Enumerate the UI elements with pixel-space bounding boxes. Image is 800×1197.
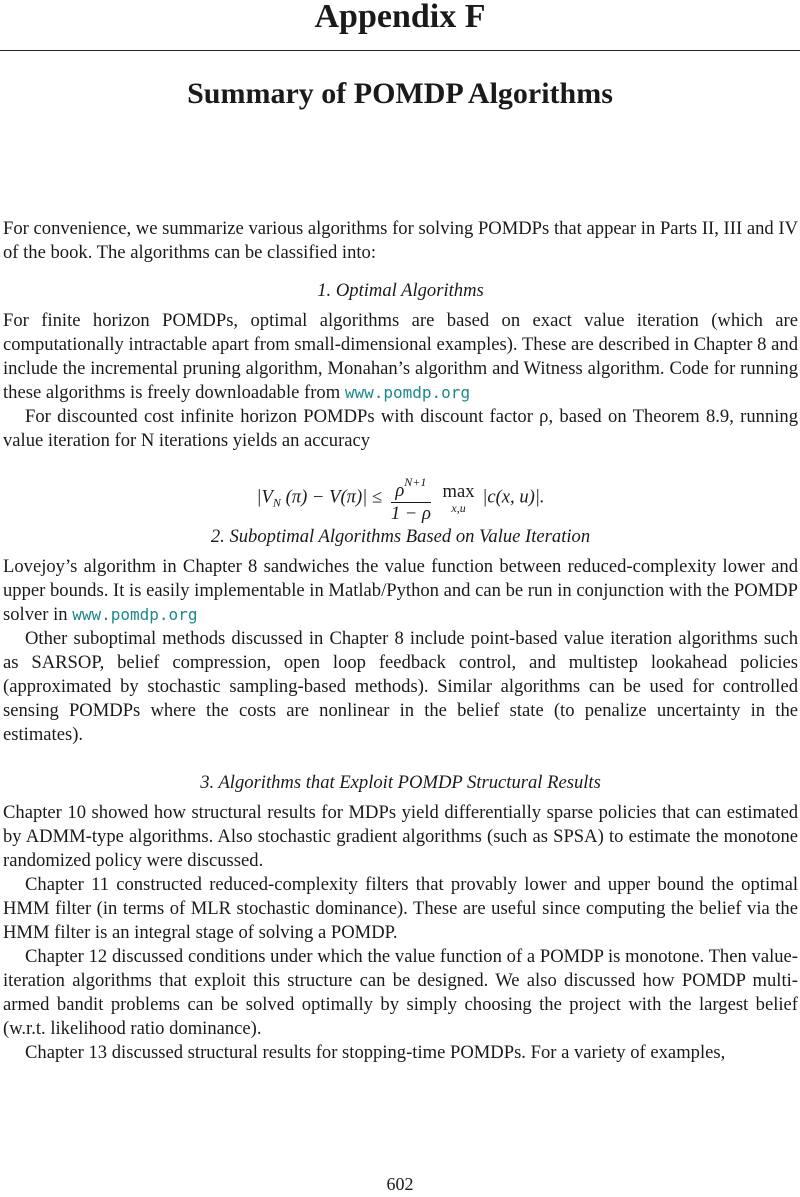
chapter-title: Summary of POMDP Algorithms	[187, 77, 613, 110]
pomdp-link-1[interactable]: www.pomdp.org	[344, 383, 471, 402]
suboptimal-paragraph-1	[3, 555, 798, 627]
optimal-paragraph-2: For discounted cost infinite horizon POMDPs with discount factor ρ, based on Theorem 8.9, running value iteration for N iterations yields an accuracy	[3, 406, 798, 451]
structural-paragraph-1: Chapter 10 showed how structural results for MDPs yield differentially sparse policies that can estimated by ADMM-type algorithms. Also stochastic gradient algorithms (such as SPSA) to estimate the monotone randomized policy were discussed.	[3, 802, 798, 871]
eq-rhs: |c(x, u)|.	[482, 486, 545, 508]
eq-fraction	[391, 471, 431, 525]
section-heading-suboptimal: 2. Suboptimal Algorithms Based on Value Iteration	[210, 526, 591, 547]
pomdp-link-2[interactable]: www.pomdp.org	[72, 605, 198, 624]
appendix-title: Appendix F	[314, 0, 486, 35]
title-rule	[0, 50, 800, 51]
structural-paragraph-3: Chapter 12 discussed conditions under which the value function of a POMDP is monotone. Then value-iteration algorithms that exploit this structure can be designed. We also discussed how POMDP multi-armed bandit problems can be solved optimally by simply choosing the project with the largest belief (w.r.t. likelihood ratio dominance).	[3, 946, 798, 1039]
optimal-paragraph-1	[3, 309, 798, 405]
eq-numerator: $\rho^{N+1}$	[391, 471, 431, 503]
eq-max-under: x,u	[451, 501, 466, 515]
suboptimal-paragraph-1-text: Lovejoy’s algorithm in Chapter 8 sandwiches the value function between reduced-complexity lower and upper bounds. It is easily implementable in Matlab/Python and can be run in conjunction with the POMDP solver in	[3, 556, 798, 625]
page-number: 602	[386, 1174, 414, 1194]
eq-denominator: 1 − ρ	[390, 503, 431, 524]
eq-lhs-rest: (π) − V(π)| ≤	[285, 486, 383, 508]
suboptimal-paragraph-2: Other suboptimal methods discussed in Chapter 8 include point-based value iteration algorithms such as SARSOP, belief compression, open loop feedback control, and multistep lookahead policies (approximated by stochastic sampling-based methods). Similar algorithms can be used for controlled sensing POMDPs where the costs are nonlinear in the belief state (to penalize uncertainty in the estimates).	[3, 628, 798, 745]
structural-paragraph-2: Chapter 11 constructed reduced-complexity filters that provably lower and upper bound the optimal HMM filter (in terms of MLR stochastic dominance). These are useful since computing the belief via the HMM filter is an integral stage of solving a POMDP.	[3, 874, 798, 943]
eq-num-sup: N+1	[404, 475, 427, 489]
eq-lhs-sub: N	[272, 495, 281, 510]
body-text	[3, 217, 798, 1065]
section-heading-optimal: 1. Optimal Algorithms	[317, 280, 484, 301]
eq-max-op: max	[442, 481, 475, 502]
section-heading-structural: 3. Algorithms that Exploit POMDP Structural Results	[200, 772, 601, 793]
accuracy-equation	[3, 453, 798, 524]
eq-max	[443, 482, 475, 514]
eq-lhs: |V	[256, 486, 273, 508]
optimal-paragraph-1-text: For finite horizon POMDPs, optimal algorithms are based on exact value iteration (which are computationally intractable apart from small-dimensional examples). These are described in Chapter 8 and include the incremental pruning algorithm, Monahan’s algorithm and Witness algorithm. Code for running these algorithms is freely downloadable from	[3, 310, 798, 403]
structural-paragraph-4: Chapter 13 discussed structural results for stopping-time POMDPs. For a variety of examples,	[25, 1042, 726, 1063]
intro-paragraph: For convenience, we summarize various algorithms for solving POMDPs that appear in Parts II, III and IV of the book. The algorithms can be classified into:	[3, 218, 798, 263]
